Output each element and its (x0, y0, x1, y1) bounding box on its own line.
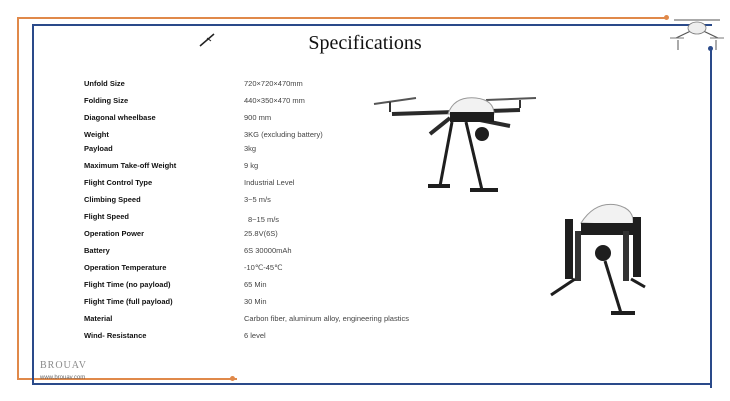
frame-line-orange-left (17, 17, 19, 379)
spec-value: 3kg (244, 144, 257, 153)
spec-label: Battery (84, 246, 110, 255)
spec-value: Carbon fiber, aluminum alloy, engineering plastics (244, 314, 409, 323)
spec-label: Weight (84, 130, 109, 139)
corner-drone-icon (668, 10, 726, 54)
frame-line-blue-bottom (32, 383, 712, 385)
spec-label: Flight Time (full payload) (84, 297, 173, 306)
spec-value: 6S 30000mAh (244, 246, 292, 255)
frame-line-blue-right (710, 48, 712, 388)
spec-value: 3KG (excluding battery) (244, 130, 323, 139)
frame-dot-orange-bottom (230, 376, 235, 381)
spec-value: 900 mm (244, 113, 272, 122)
spec-value: 440×350×470 mm (244, 96, 305, 105)
drone-unfolded-image (370, 90, 550, 205)
spec-label: Folding Size (84, 96, 129, 105)
spec-label: Climbing Speed (84, 195, 141, 204)
frame-line-orange-top (17, 17, 667, 19)
spec-label: Flight Speed (84, 212, 129, 221)
pen-icon (198, 32, 216, 48)
brand-logo: BROUAV (40, 360, 87, 371)
spec-label: Flight Time (no payload) (84, 280, 171, 289)
spec-label: Operation Power (84, 229, 145, 238)
spec-value: 3~5 m/s (244, 195, 271, 204)
spec-label: Payload (84, 144, 113, 153)
spec-label: Unfold Size (84, 79, 125, 88)
spec-label: Diagonal wheelbase (84, 113, 156, 122)
spec-value: 65 Min (244, 280, 267, 289)
spec-label: Flight Control Type (84, 178, 153, 187)
spec-value: -10℃-45℃ (244, 263, 283, 272)
spec-value: 25.8V(6S) (244, 229, 278, 238)
page-title: Specifications (308, 32, 422, 54)
drone-folded-image (545, 195, 665, 320)
spec-value: 720×720×470mm (244, 79, 303, 88)
spec-label: Operation Temperature (84, 263, 167, 272)
spec-label: Wind- Resistance (84, 331, 147, 340)
frame-line-blue-left (32, 24, 34, 384)
spec-value: 6 level (244, 331, 266, 340)
spec-label: Material (84, 314, 113, 323)
spec-value: 30 Min (244, 297, 267, 306)
spec-value: 9 kg (244, 161, 259, 170)
brand-url: www.brouav.com (40, 375, 86, 381)
spec-value: 8~15 m/s (248, 215, 280, 224)
spec-label: Maximum Take-off Weight (84, 161, 177, 170)
spec-value: Industrial Level (244, 178, 295, 187)
frame-line-blue-top (32, 24, 712, 26)
